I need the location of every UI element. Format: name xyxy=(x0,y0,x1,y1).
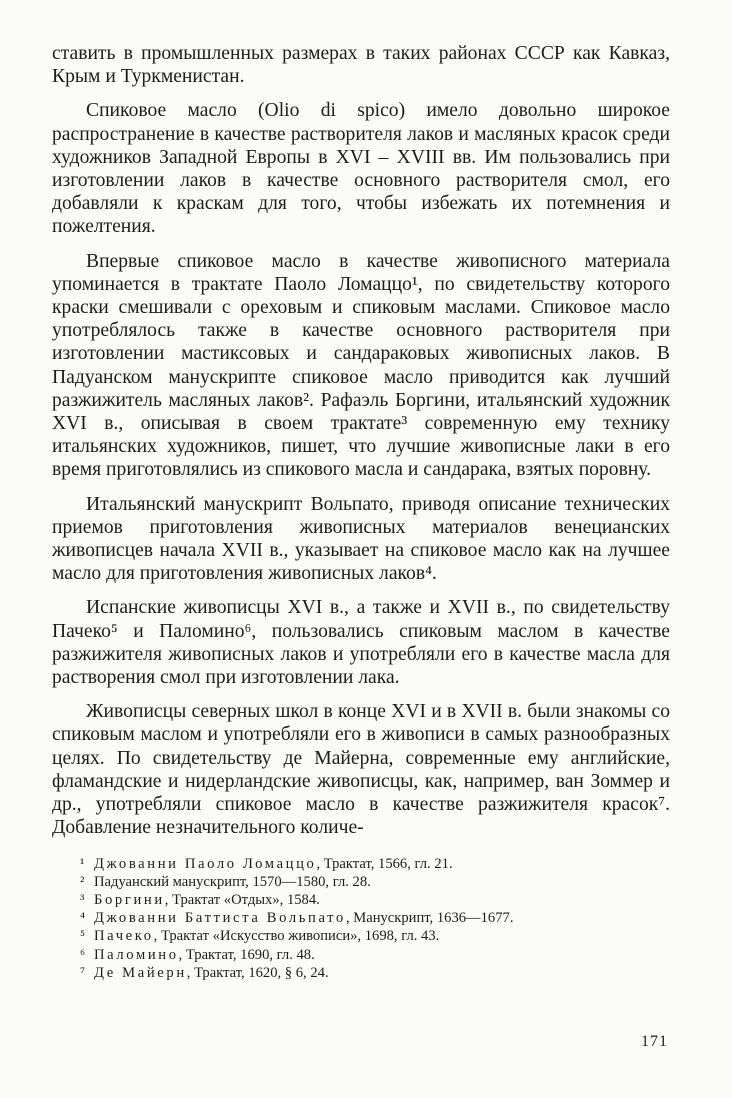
footnote-6: ⁶ Паломино, Трактат, 1690, гл. 48. xyxy=(80,946,315,963)
footnote-2: ² Падуанский манускрипт, 1570—1580, гл. 28. xyxy=(80,873,371,890)
paragraph-1: ставить в промышленных размерах в таких районах СССР как Кавказ, Крым и Туркменистан. xyxy=(52,43,670,88)
body-text xyxy=(52,42,670,840)
paragraph-2: Спиковое масло (Olio di spico) имело довольно широкое распространение в качестве растворителя лаков и масляных красок среди художников Западной Европы в XVI – XVIII вв. Им пользовались при изготовлении лаков в качестве основного растворителя смол, его добавляли к краскам для того, чтобы избежать их потемнения и пожелтения. xyxy=(52,100,670,238)
footnotes xyxy=(52,855,670,982)
footnote-author: Паломино xyxy=(94,946,179,963)
footnote-3: ³ Боргини, Трактат «Отдых», 1584. xyxy=(80,891,320,908)
paragraph-5: Испанские живописцы XVI в., а также и XVII в., по свидетельству Пачеко⁵ и Паломино⁶, пользовались спиковым маслом в качестве разжижителя живописных лаков и употребляли его в качестве масла для растворения смол при изготовлении лака. xyxy=(52,597,670,689)
footnote-author: Де Майерн xyxy=(94,964,187,981)
footnote-7: ⁷ Де Майерн, Трактат, 1620, § 6, 24. xyxy=(80,964,329,981)
footnote-author: Боргини xyxy=(94,891,165,908)
footnote-1: ¹ Джованни Паоло Ломаццо, Трактат, 1566, гл. 21. xyxy=(80,855,453,872)
paragraph-6: Живописцы северных школ в конце XVI и в XVII в. были знакомы со спиковым маслом и употребляли его в живописи в самых разнообразных целях. По свидетельству де Майерна, современные ему английские, фламандские и нидерландские живописцы, как, например, ван Зоммер и др., употребляли спиковое масло в качестве разжижителя красок⁷. Добавление незначительного количе- xyxy=(52,701,670,839)
paragraph-4: Итальянский манускрипт Вольпато, приводя описание технических приемов приготовления живописных материалов венецианских живописцев начала XVII в., указывает на спиковое масло как на лучшее масло для приготовления живописных лаков⁴. xyxy=(52,493,670,585)
footnote-4: ⁴ Джованни Баттиста Вольпато, Манускрипт, 1636—1677. xyxy=(80,910,514,927)
page-number: 171 xyxy=(641,1033,668,1050)
paragraph-3: Впервые спиковое масло в качестве живописного материала упоминается в трактате Паоло Ломаццо¹, по свидетельству которого краски смешивали с ореховым и спиковым маслами. Спиковое масло употреблялось также в качестве основного растворителя при изготовлении мастиксовых и сандараковых живописных лаков. В Падуанском манускрипте спиковое масло приводится как лучший разжижитель масляных лаков². Рафаэль Боргини, итальянский художник XVI в., описывая в своем трактате³ современную ему технику итальянских художников, пишет, что лучшие живописные лаки в его время приготовлялись из спикового масла и сандарака, взятых поровну. xyxy=(52,250,670,481)
footnote-author: Пачеко xyxy=(94,928,154,945)
footnote-author: Джованни Баттиста Вольпато xyxy=(94,910,346,927)
footnote-author: Джованни Паоло Ломаццо xyxy=(94,855,317,872)
footnote-5: ⁵ Пачеко, Трактат «Искусство живописи», 1698, гл. 43. xyxy=(80,928,440,945)
